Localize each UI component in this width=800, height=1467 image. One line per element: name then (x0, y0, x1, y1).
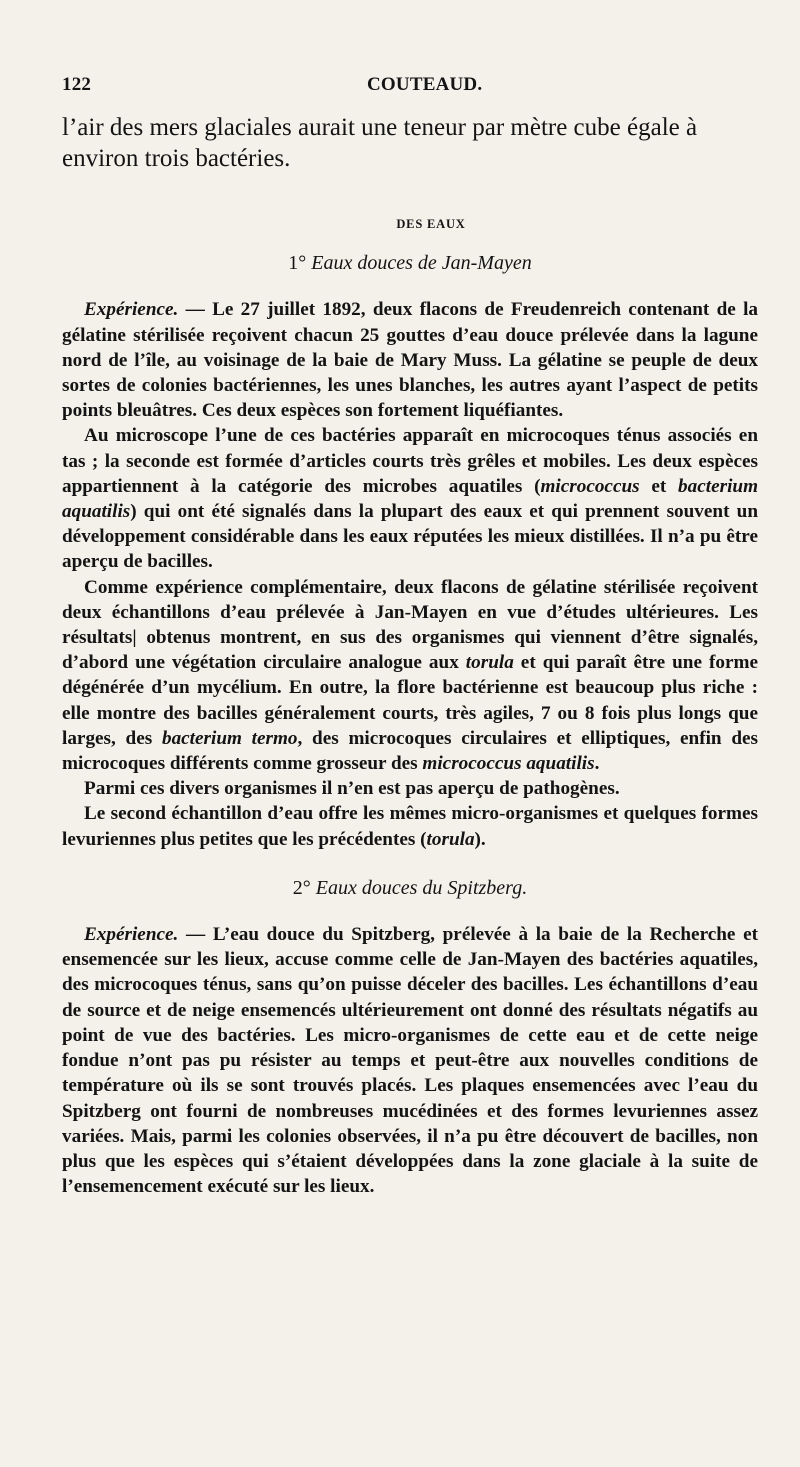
paragraph-complementary (62, 575, 758, 777)
italic-term: torula (426, 828, 475, 850)
text-run: et (639, 475, 679, 497)
text-run: ) qui ont été signalés dans la plupart des eaux et qui prennent souvent un développement considérable dans les eaux réputées les mieux distillées. Il n’a pu être aperçu de bacilles. (62, 501, 758, 573)
text-run: Le second échantillon d’eau offre les mêmes micro-organismes et quelques formes levuriennes plus petites que les précédentes ( (62, 803, 758, 850)
subheading-jan-mayen (62, 251, 758, 276)
lead-sentence: l’air des mers glaciales aurait une teneur par mètre cube égale à environ trois bactéries. (62, 114, 698, 172)
spacer (62, 852, 758, 876)
subheading-spitzberg (62, 876, 758, 901)
text-run: ). (474, 828, 486, 850)
experience-label: Expérience. (84, 924, 179, 946)
paragraph-experience-spitzberg (62, 922, 758, 1199)
subheading-title: Eaux douces de Jan-Mayen (311, 252, 532, 275)
text-run: . (594, 753, 600, 775)
italic-term: bacterium termo (161, 727, 298, 749)
paragraph-pathogens: Parmi ces divers organismes il n’en est pas aperçu de pathogènes. (84, 778, 620, 800)
text-run: et qui paraît être une forme dégénérée d’un mycélium. En outre, la flore bactérienne est beaucoup plus riche : elle montre des bacilles généralement courts, très agiles, 7 ou 8 fois plus longs que larges, des (62, 652, 758, 749)
page-number: 122 (62, 74, 92, 95)
italic-term: torula (465, 652, 514, 674)
running-title: COUTEAUD. (367, 74, 483, 95)
text-run: Comme expérience complémentaire, deux flacons de gélatine stérilisée reçoivent deux échantillons d’eau prélevée à Jan-Mayen en vue d’études ultérieures. Les résultats| obtenus montrent, en sus des organismes qui viennent d’être signalés, d’abord une végétation circulaire analogue aux (62, 576, 758, 674)
subheading-title: Eaux douces du Spitzberg. (315, 876, 528, 899)
section-heading: DES EAUX (396, 217, 466, 231)
paragraph-text: — L’eau douce du Spitzberg, prélevée à la baie de la Recherche et ensemencée sur les lieux, accuse comme celle de Jan-Mayen des bactéries aquatiles, des microcoques ténus, sans qu’on puisse déceler des bacilles. Les échantillons d’eau de source et de neige ensemencés ultérieurement ont donné des résultats négatifs au point de vue des bactéries. Les micro-organismes de cette eau et de cette neige fondue n’ont pas pu résister au temps et peut-être aux nouvelles conditions de température où ils se sont trouvés placés. Les plaques ensemencées avec l’eau du Spitzberg ont fourni de nombreuses mucédinées et des formes levuriennes assez variées. Mais, parmi les colonies observées, il n’a pu être découvert de bacilles, non plus que les espèces qui s’étaient développées dans la zone glaciale à la suite de l’ensemencement exécuté sur les lieux. (62, 924, 758, 1198)
running-head (62, 74, 760, 100)
subheading-number: 2° (292, 876, 311, 899)
italic-term: bacterium aquatilis (62, 475, 758, 523)
text-run: Au microscope l’une de ces bactéries apparaît en microcoques ténus associés en tas ; la seconde est formée d’articles courts très grêles et mobiles. Les deux espèces appartiennent à la catégorie des microbes aquatiles ( (62, 425, 758, 497)
italic-term: micrococcus aquatilis (422, 753, 595, 775)
subheading-number: 1° (288, 252, 307, 275)
paragraph-text: — Le 27 juillet 1892, deux flacons de Freudenreich contenant de la gélatine stérilisée reçoivent chacun 25 gouttes d’eau douce prélevée dans la lagune nord de l’île, au voisinage de la baie de Mary Muss. La gélatine se peuple de deux sortes de colonies bactériennes, les unes blanches, les autres ayant l’aspect de petits points bleuâtres. Ces deux espèces son fortement liquéfiantes. (62, 299, 758, 422)
experience-label: Expérience. (84, 299, 179, 321)
body-text (62, 112, 758, 1199)
paragraph-microscope (62, 423, 758, 574)
paragraph-experience-jan-mayen (62, 297, 758, 423)
italic-term: micrococcus (540, 475, 640, 497)
text-run: , des microcoques circulaires et elliptiques, enfin des microcoques différents comme grosseur des (62, 727, 758, 775)
paragraph-second-sample (62, 801, 758, 851)
